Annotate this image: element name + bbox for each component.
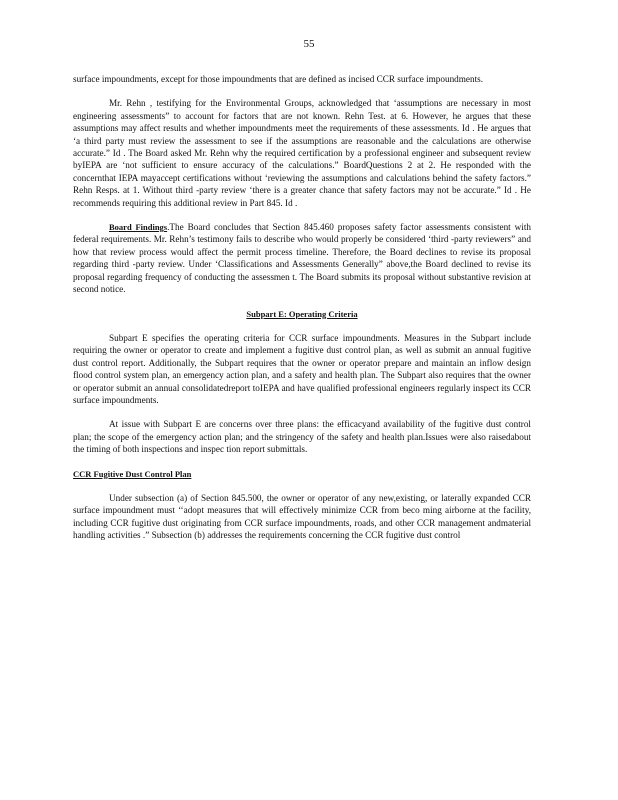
document-body (73, 73, 531, 554)
board-findings-heading: Board Findings (109, 222, 168, 233)
paragraph-board-findings (73, 221, 531, 295)
paragraph-continuation: surface impoundments, except for those impoundments that are defined as incised CCR surface impoundments. (73, 74, 484, 84)
paragraph-rehn-testimony: Mr. Rehn , testifying for the Environmental Groups, acknowledged that ‘assumptions are necessary in most engineering assessments” to account for factors that are not known. Rehn Test. at 6. However, he argues that these assumptions may affect results and whether impoundments meet the requirements of these assessments. Id . He argues that ‘a third party must review the assessment to see if the assumptions are reasonable and the calculations are otherwise accurate.” Id . The Board asked Mr. Rehn why the required certification by a professional engineer and subsequent review byIEPA are ‘not sufficient to ensure accuracy of the calculations.” BoardQuestions 2 at 2. He responded with the concernthat IEPA mayaccept certifications without ‘reviewing the assumptions and calculations behind the safety factors.” Rehn Resps. at 1. Without third -party review ‘there is a greater chance that safety factors may not be accurate.” Id . He recommends requiring this additional review in Part 845. Id . (73, 98, 531, 208)
board-findings-text: .The Board concludes that Section 845.460 proposes safety factor assessments consistent with federal requirements. Mr. Rehn’s testimony fails to describe who would properly be considered ‘third -party reviewers” and how that review process would affect the permit process timeline. Therefore, the Board declines to revise its proposal regarding third -party review. Under ‘Classifications and Assessments Generally” above,the Board declined to revise its proposal regarding frequency of conducting the assessmen t. The Board submits its proposal without substantive revision at second notice. (73, 222, 532, 295)
paragraph-section-845-500: Under subsection (a) of Section 845.500, the owner or operator of any new,existing, or laterally expanded CCR surface impoundment must ‘‘adopt measures that will effectively minimize CCR from beco ming airborne at the facility, including CCR fugitive dust originating from CCR surface impoundments, roads, and other CCR management andmaterial handling activities .” Subsection (b) addresses the requirements concerning the CCR fugitive dust control (73, 492, 531, 541)
paragraph-subpart-e: Subpart E specifies the operating criteria for CCR surface impoundments. Measures in the Subpart include requiring the owner or operator to create and implement a fugitive dust control plan, as well as submit an annual fugitive dust control report. Additionally, the Subpart requires that the owner or operator prepare and maintain an inflow design flood control system plan, an emergency action plan, and a safety and health plan. The Subpart also requires that the owner or operator submit an annual consolidatedreport toIEPA and have qualified professional engineers regularly inspect its CCR surface impoundments. (73, 332, 531, 405)
section-heading-subpart-e: Subpart E: Operating Criteria (246, 308, 358, 319)
section-heading-fugitive-dust: CCR Fugitive Dust Control Plan (73, 468, 192, 479)
paragraph-issues: At issue with Subpart E are concerns over three plans: the efficacyand availability of the fugitive dust control plan; the scope of the emergency action plan; and the stringency of the safety and health plan.Issues were also raisedabout the timing of both inspections and inspec tion report submittals. (73, 419, 531, 455)
page-number: 55 (303, 38, 315, 50)
